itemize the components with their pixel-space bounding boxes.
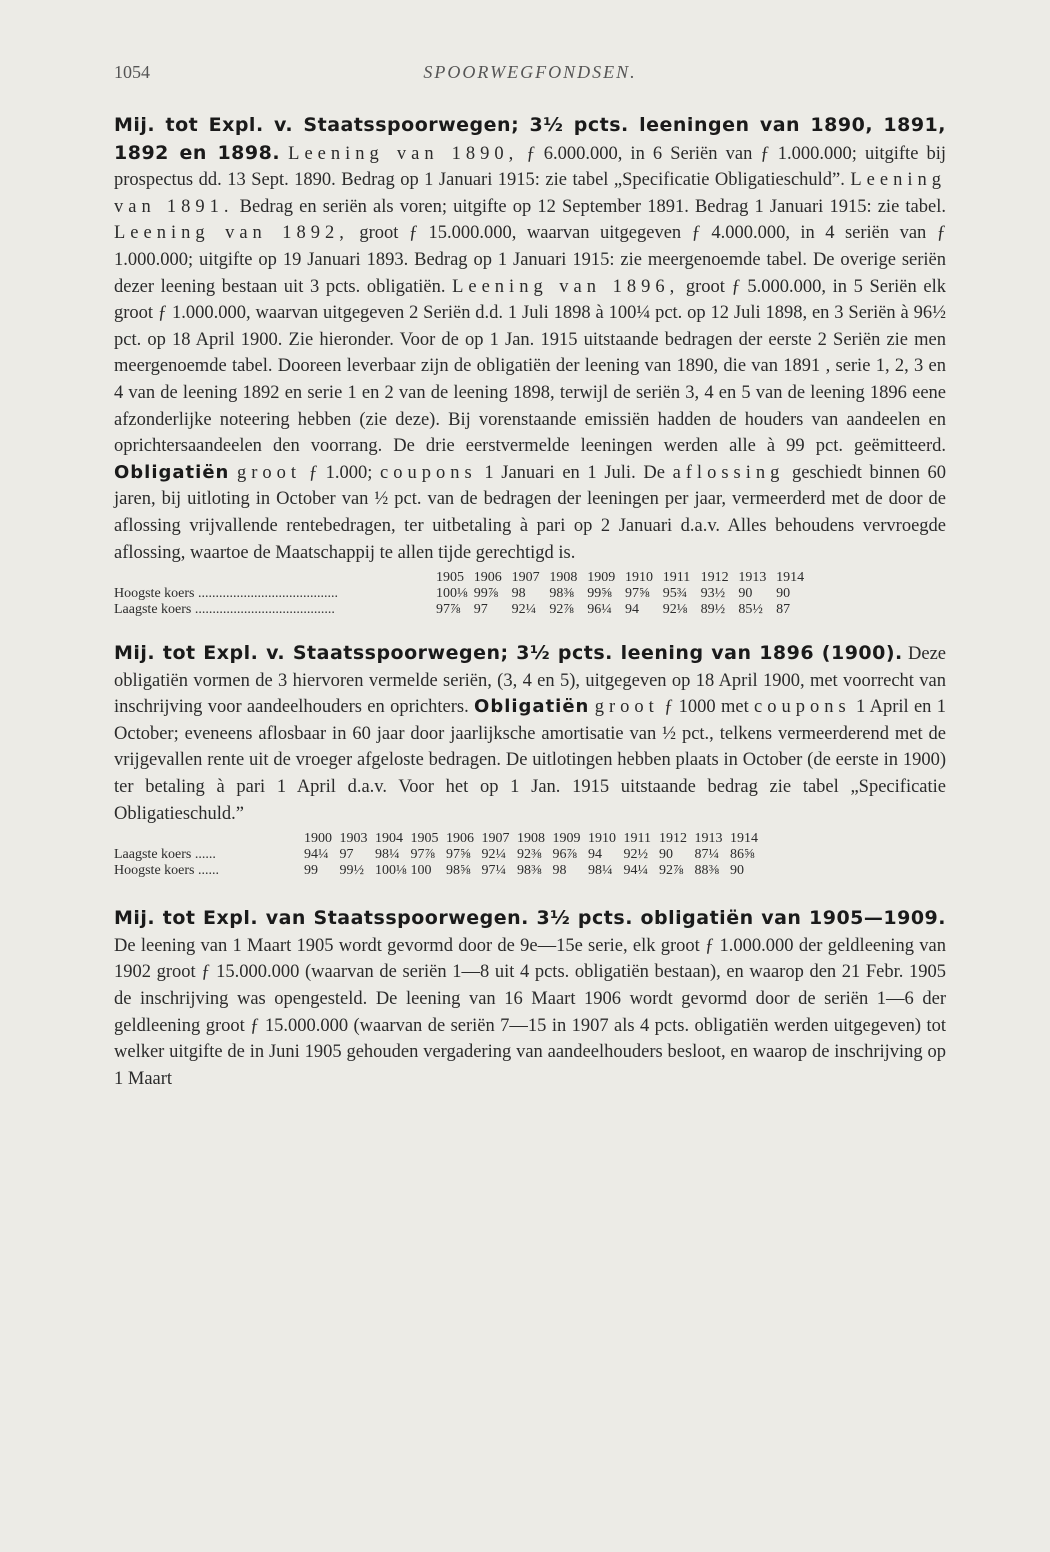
table-header-row <box>114 570 946 586</box>
table-cell: 90 <box>776 586 791 602</box>
year-header: 1910 <box>588 831 616 847</box>
running-title: SPOORWEGFONDSEN. <box>423 62 637 82</box>
table-cell: 90 <box>659 847 673 863</box>
spaced-term: groot <box>594 697 659 718</box>
table-cell: 94¼ <box>623 863 648 879</box>
table-cell: 92½ <box>623 847 648 863</box>
table-cell: 87 <box>776 602 791 618</box>
table-cell: 87¼ <box>694 847 719 863</box>
table-cell: 97 <box>339 847 354 863</box>
spaced-term: Leening van 1891. <box>114 170 946 217</box>
year-header: 1912 <box>700 570 729 586</box>
year-header: 1911 <box>662 570 691 586</box>
spacer <box>114 618 946 640</box>
spaced-term: coupons <box>380 462 477 483</box>
table-cell: 89½ <box>700 602 726 618</box>
section-staatsspoorwegen-leening-1896 <box>114 640 946 827</box>
year-header: 1907 <box>511 570 540 586</box>
table-cell: 86⅝ <box>730 847 755 863</box>
table-cell: 96⅞ <box>552 847 577 863</box>
table-row <box>114 847 946 863</box>
table-cell: 94 <box>624 602 639 618</box>
year-header: 1908 <box>549 570 578 586</box>
table-cell: 98 <box>552 863 567 879</box>
table-cell: 98⅜ <box>517 863 542 879</box>
table-cell: 94 <box>588 847 602 863</box>
table-cell: 99½ <box>339 863 364 879</box>
year-header: 1906 <box>473 570 502 586</box>
table-cell: 94¼ <box>304 847 329 863</box>
table-cell: 96¼ <box>587 602 612 618</box>
year-header: 1907 <box>481 831 510 847</box>
page-body <box>114 112 946 1092</box>
koers-table-1905-1914 <box>114 570 946 618</box>
section-staatsspoorwegen-leeningen-1890-1898 <box>114 112 946 566</box>
table-row <box>114 602 946 618</box>
year-header: 1910 <box>624 570 653 586</box>
section-heading: Mij. tot Expl. v. Staatsspoorwegen; 3½ pcts. leeningen van 1890, 1891, 1892 en 1898. <box>114 114 946 164</box>
body-text: ƒ 1000 met <box>658 697 755 718</box>
body-text: De leening van 1 Maart 1905 wordt gevormd door de 9e—15e serie, elk groot ƒ 1.000.000 der geldleening van 1902 groot ƒ 15.000.000 (waarvan de seriën 1—8 uit 4 pcts. obligatiën bestaan), en waarop den 21 Febr. 1905 de inschrijving was opengesteld. De leening van 16 Maart 1906 wordt gevormd door de seriën 1—6 der geldleening groot ƒ 15.000.000 (waarvan de seriën 7—15 in 1907 als 4 pcts. obligatiën werden uitgegeven) tot welker uitgifte de in Juni 1905 gehouden vergadering van aandeelhouders besloot, en waarop de inschrijving op 1 Maart <box>114 935 946 1089</box>
table-cell: 97⅝ <box>624 586 650 602</box>
table-cell: 92⅜ <box>517 847 542 863</box>
table-cell: 97¼ <box>481 863 506 879</box>
body-text: groot ƒ 5.000.000, in 5 Seriën elk groot ƒ 1.000.000, waarvan uitgegeven 2 Seriën d.d. 1 Juli 1898 à 100¼ pct. op 12 Juli 1898, en 3 Seriën à 96½ pct. op 18 April 1900. Zie hieronder. Voor de op 1 Jan. 1915 uitstaande bedragen der eerste 2 Seriën zie men meergenoemde tabel. Dooreen leverbaar zijn de obligatiën der leening van 1890, die van 1891 , serie 1, 2, 3 en 4 van de leening 1892 en serie 1 en 2 van de leening 1898, terwijl de seriën 3, 4 en 5 van de leening 1896 eene afzonderlijke noteering hebben (zie deze). Bij vorenstaande emissiën hadden de houders van aandeelen en oprichtersaandeelen den voorrang. De drie eerstvermelde leeningen werden alle à 99 pct. geëmitteerd. <box>114 276 946 457</box>
table-cell: 88⅜ <box>694 863 719 879</box>
spaced-term: Leening van 1890, <box>288 143 519 164</box>
year-header: 1914 <box>730 831 758 847</box>
table-cell: 99⅝ <box>587 586 612 602</box>
table-cell: 92⅞ <box>659 863 684 879</box>
table-cell: 90 <box>730 863 744 879</box>
table-cell: 98⅝ <box>446 863 471 879</box>
table-cell: 99 <box>304 863 318 879</box>
table-cell: 98⅜ <box>549 586 574 602</box>
bold-term: Obligatiën <box>474 696 590 718</box>
table-cell: 97⅞ <box>410 847 435 863</box>
table-cell: 99⅞ <box>473 586 499 602</box>
table-cell: 97 <box>473 602 488 618</box>
row-label: Laagste koers ........................................ <box>114 602 335 618</box>
table-cell: 100 <box>410 863 432 879</box>
row-label: Hoogste koers ...... <box>114 863 219 879</box>
bold-term: Obligatiën <box>114 461 230 483</box>
year-header: 1903 <box>339 831 368 847</box>
spaced-term: aflossing <box>672 462 785 483</box>
table-cell: 92⅞ <box>549 602 574 618</box>
body-text: 1 Januari en 1 Juli. De <box>476 462 673 483</box>
year-header: 1906 <box>446 831 474 847</box>
table-cell: 85½ <box>738 602 763 618</box>
year-header: 1908 <box>517 831 545 847</box>
spaced-term: coupons <box>754 697 851 718</box>
table-cell: 90 <box>738 586 753 602</box>
year-header: 1900 <box>304 831 332 847</box>
table-row <box>114 863 946 879</box>
body-text: geschiedt binnen 60 jaren, bij uitloting in October van ½ pct. van de bedragen der leeningen per jaar, vermeerderd met de door de aflossing vrijvallende rentebedragen, ter uitbetaling à pari op 2 Januari d.a.v. Alles behoudens vervroegde aflossing, waartoe de Maatschappij te allen tijde gerechtigd is. <box>114 462 947 563</box>
table-cell: 92⅛ <box>662 602 688 618</box>
year-header: 1914 <box>776 570 805 586</box>
table-row <box>114 586 946 602</box>
year-header: 1905 <box>436 570 464 586</box>
table-cell: 97⅞ <box>436 602 461 618</box>
table-cell: 98¼ <box>588 863 613 879</box>
section-heading: Mij. tot Expl. van Staatsspoorwegen. 3½ pcts. obligatiën van 1905—1909. <box>114 907 946 930</box>
table-cell: 100⅛ <box>375 863 407 879</box>
year-header: 1913 <box>694 831 723 847</box>
body-text: 1 April en 1 October; eveneens aflosbaar in 60 jaar door jaarlijksche amortisatie van ½ pct., telkens vermeerderend met de vrijgevallen rente uit de vroeger afgeloste bedragen. De uitlotingen hebben plaats in October (de eerste in 1900) ter betaling à pari 1 April d.a.v. Voor het op 1 Jan. 1915 uitstaande bedrag zie tabel „Specificatie Obligatieschuld.” <box>114 697 946 824</box>
body-text: groot ƒ 15.000.000, waarvan uitgegeven ƒ 4.000.000, in 4 seriën van ƒ 1.000.000; uitgifte op 19 Januari 1893. Bedrag op 1 Januari 1915: zie meergenoemde tabel. De overige seriën dezer leening bestaan uit 3 pcts. obligatiën. <box>114 223 946 297</box>
page-header <box>114 62 946 88</box>
year-header: 1905 <box>410 831 439 847</box>
table-cell: 95¾ <box>662 586 688 602</box>
spaced-term: Leening van 1896, <box>452 276 680 297</box>
table-cell: 97⅝ <box>446 847 471 863</box>
body-text: Bedrag en seriën als voren; uitgifte op 12 September 1891. Bedrag 1 Januari 1915: zie tabel. <box>233 196 946 217</box>
table-cell: 98¼ <box>375 847 400 863</box>
spaced-term: groot <box>237 462 302 483</box>
body-text: ƒ 6.000.000, in 6 Seriën van ƒ 1.000.000; uitgifte bij prospectus dd. 13 Sept. 1890. Bedrag op 1 Januari 1915: zie tabel „Specificatie Obligatieschuld”. <box>114 143 947 191</box>
spacer <box>114 879 946 905</box>
table-cell: 92¼ <box>481 847 506 863</box>
spaced-term: Leening van 1892, <box>114 223 349 244</box>
body-text: Deze obligatiën vormen de 3 hiervoren vermelde seriën, (3, 4 en 5), uitgegeven op 18 April 1900, met voorrecht van inschrijving voor aandeelhouders en oprichters. <box>114 644 947 718</box>
year-header: 1911 <box>623 831 651 847</box>
body-text: ƒ 1.000; <box>301 462 381 483</box>
section-staatsspoorwegen-obligatien-1905-1909 <box>114 905 946 1092</box>
year-header: 1913 <box>738 570 767 586</box>
year-header: 1904 <box>375 831 403 847</box>
row-label: Hoogste koers ........................................ <box>114 586 338 602</box>
row-label: Laagste koers ...... <box>114 847 216 863</box>
table-cell: 98 <box>511 586 526 602</box>
table-cell: 92¼ <box>511 602 537 618</box>
koers-table-1900-1914 <box>114 831 946 879</box>
section-heading: Mij. tot Expl. v. Staatsspoorwegen; 3½ pcts. leening van 1896 (1900). <box>114 642 903 665</box>
year-header: 1912 <box>659 831 687 847</box>
table-header-row <box>114 831 946 847</box>
page-number: 1054 <box>114 62 150 82</box>
year-header: 1909 <box>587 570 616 586</box>
table-cell: 93½ <box>700 586 726 602</box>
year-header: 1909 <box>552 831 581 847</box>
table-cell: 100⅛ <box>436 586 468 602</box>
